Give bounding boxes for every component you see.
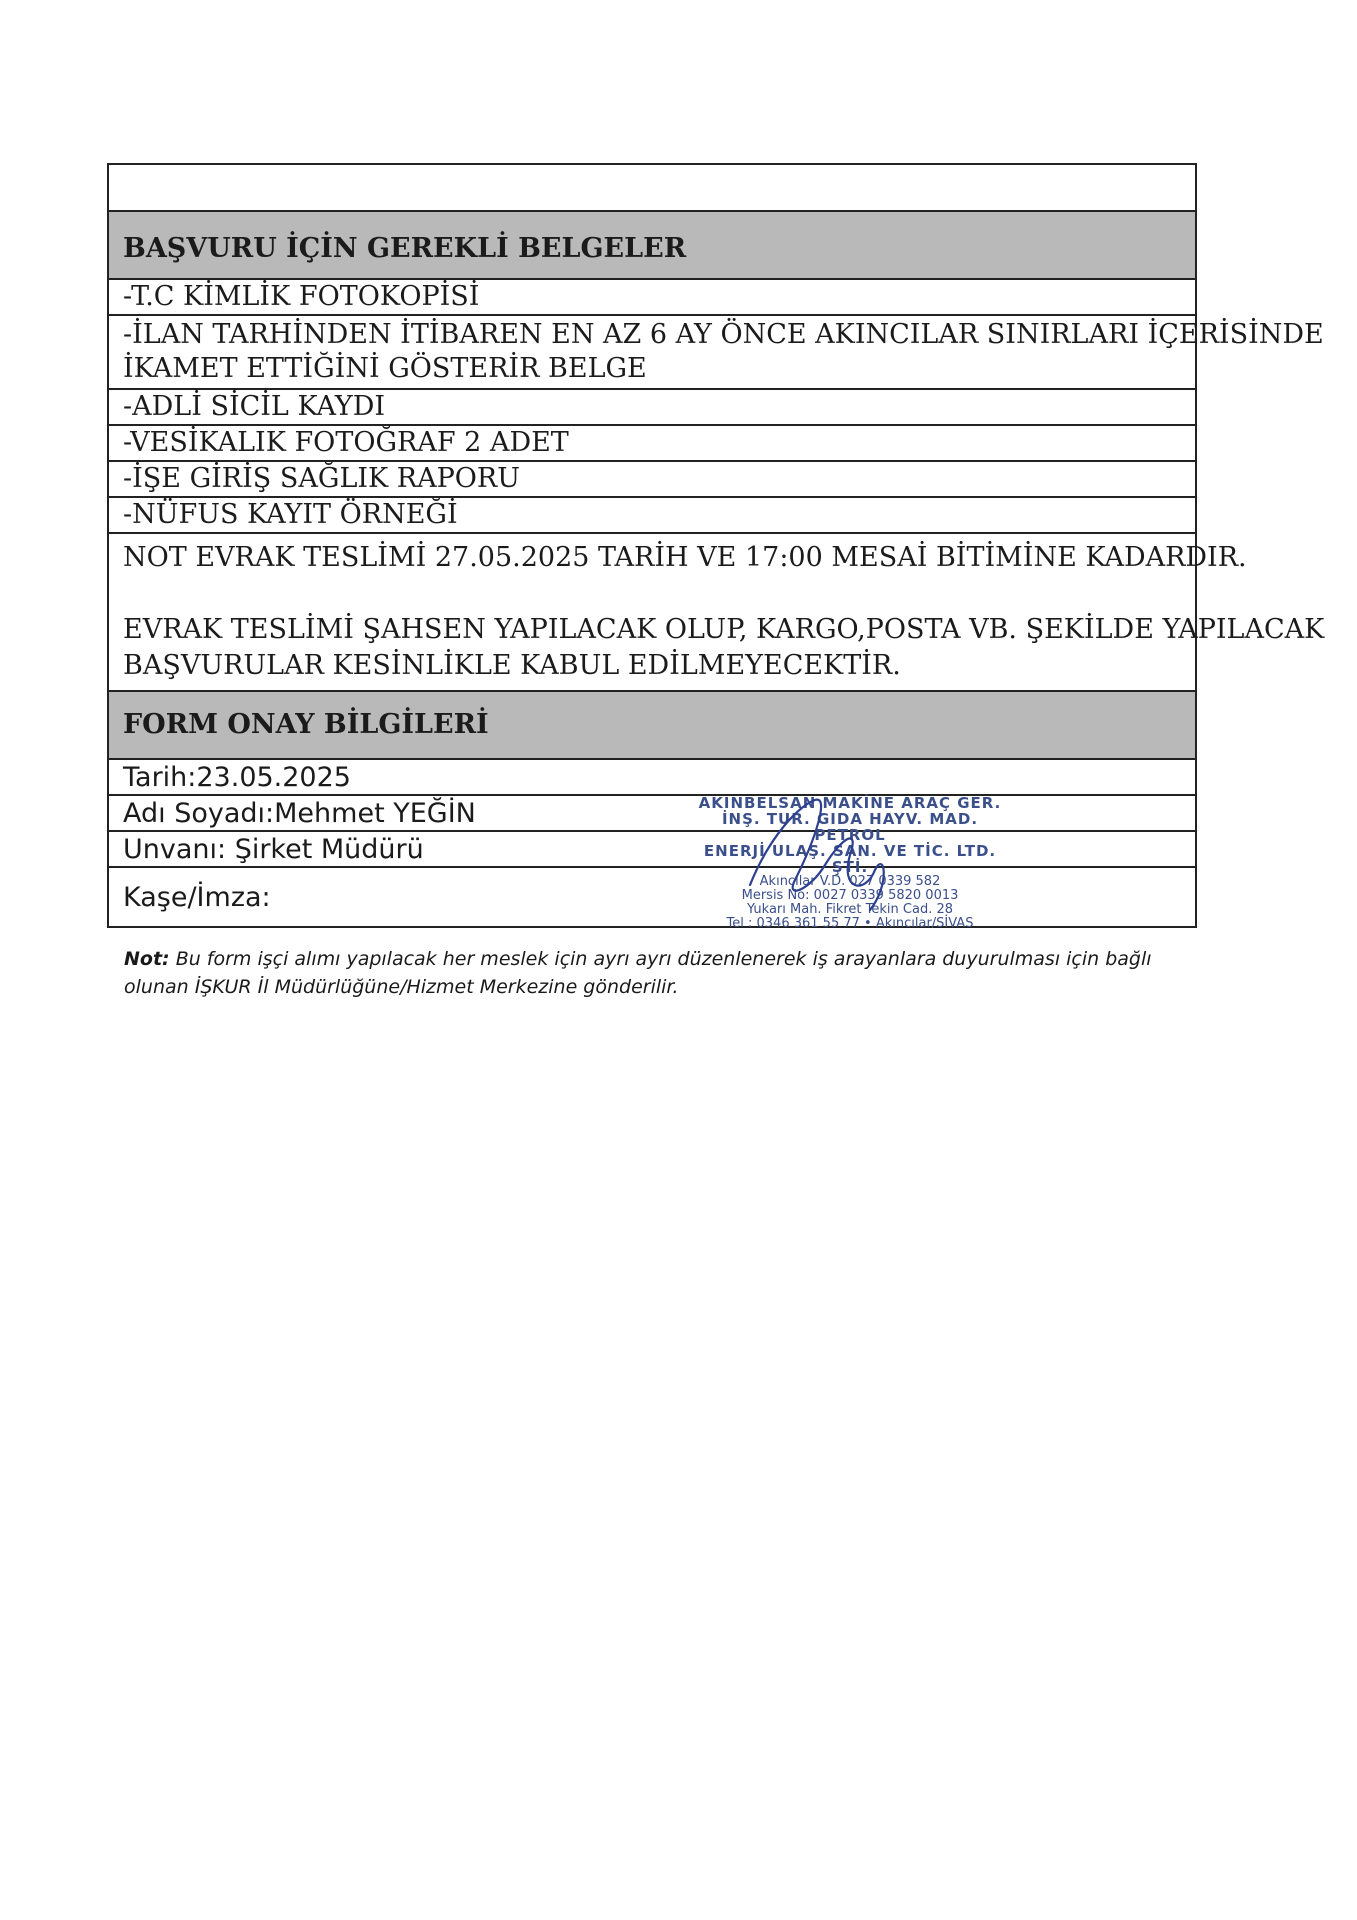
footnote-label: Not: bbox=[124, 948, 170, 970]
residence-line-1: -İLAN TARHİNDEN İTİBAREN EN AZ 6 AY ÖNCE AKINCILAR SINIRLARI İÇERİSİNDE bbox=[123, 319, 1324, 350]
form-approval-heading: FORM ONAY BİLGİLERİ bbox=[109, 692, 1195, 760]
application-form bbox=[107, 163, 1325, 928]
note-deadline: NOT EVRAK TESLİMİ 27.05.2025 TARİH VE 17:00 MESAİ BİTİMİNE KADARDIR. bbox=[123, 542, 1247, 573]
company-stamp bbox=[690, 794, 1010, 931]
stamp-line-2: İNŞ. TUR. GIDA HAYV. MAD. PETROL bbox=[721, 810, 979, 844]
document-item-residence bbox=[109, 316, 1324, 390]
stamp-line-7: Tel : 0346 361 55 77 • Akıncılar/SİVAS bbox=[726, 916, 974, 931]
approval-title: Unvanı: Şirket Müdürü bbox=[109, 832, 1195, 868]
footnote-text: Bu form işçi alımı yapılacak her meslek için ayrı ayrı düzenlenerek iş arayanlara duyurulması için bağlı olunan İŞKUR İl Müdürlüğüne/Hizmet Merkezine gönderilir. bbox=[124, 948, 1152, 998]
stamp-line-3: ENERJİ ULAŞ. SAN. VE TİC. LTD. ŞTİ. bbox=[703, 842, 997, 876]
blank-top-row bbox=[109, 165, 1195, 212]
residence-line-2: İKAMET ETTİĞİNİ GÖSTERİR BELGE bbox=[123, 353, 647, 384]
approval-stamp-signature: Kaşe/İmza: bbox=[109, 868, 1195, 928]
document-item-health-report: -İŞE GİRİŞ SAĞLIK RAPORU bbox=[109, 462, 1195, 498]
signature-icon bbox=[690, 795, 1010, 925]
approval-date: Tarih:23.05.2025 bbox=[109, 760, 1195, 796]
approval-name: Adı Soyadı:Mehmet YEĞİN bbox=[109, 796, 1195, 832]
document-item-photo: -VESİKALIK FOTOĞRAF 2 ADET bbox=[109, 426, 1195, 462]
stamp-line-4: Akıncılar V.D. 027 0339 582 bbox=[759, 874, 941, 889]
stamp-line-5: Mersis No: 0027 0339 5820 0013 bbox=[741, 888, 959, 903]
note-in-person-1: EVRAK TESLİMİ ŞAHSEN YAPILACAK OLUP, KARGO,POSTA VB. ŞEKİLDE YAPILACAK bbox=[123, 614, 1325, 645]
required-documents-heading: BAŞVURU İÇİN GEREKLİ BELGELER bbox=[109, 212, 1195, 280]
submission-note bbox=[109, 534, 1325, 692]
note-in-person-2: BAŞVURULAR KESİNLİKLE KABUL EDİLMEYECEKTİR. bbox=[123, 650, 901, 681]
stamp-line-6: Yukarı Mah. Fikret Tekin Cad. 28 bbox=[746, 902, 954, 917]
footnote bbox=[124, 945, 1204, 1001]
stamp-line-1: AKINBELSAN MAKİNE ARAÇ GER. bbox=[698, 794, 1002, 812]
document-item-registry: -NÜFUS KAYIT ÖRNEĞİ bbox=[109, 498, 1195, 534]
document-item-id-copy: -T.C KİMLİK FOTOKOPİSİ bbox=[109, 280, 1195, 316]
document-item-criminal-record: -ADLİ SİCİL KAYDI bbox=[109, 390, 1195, 426]
